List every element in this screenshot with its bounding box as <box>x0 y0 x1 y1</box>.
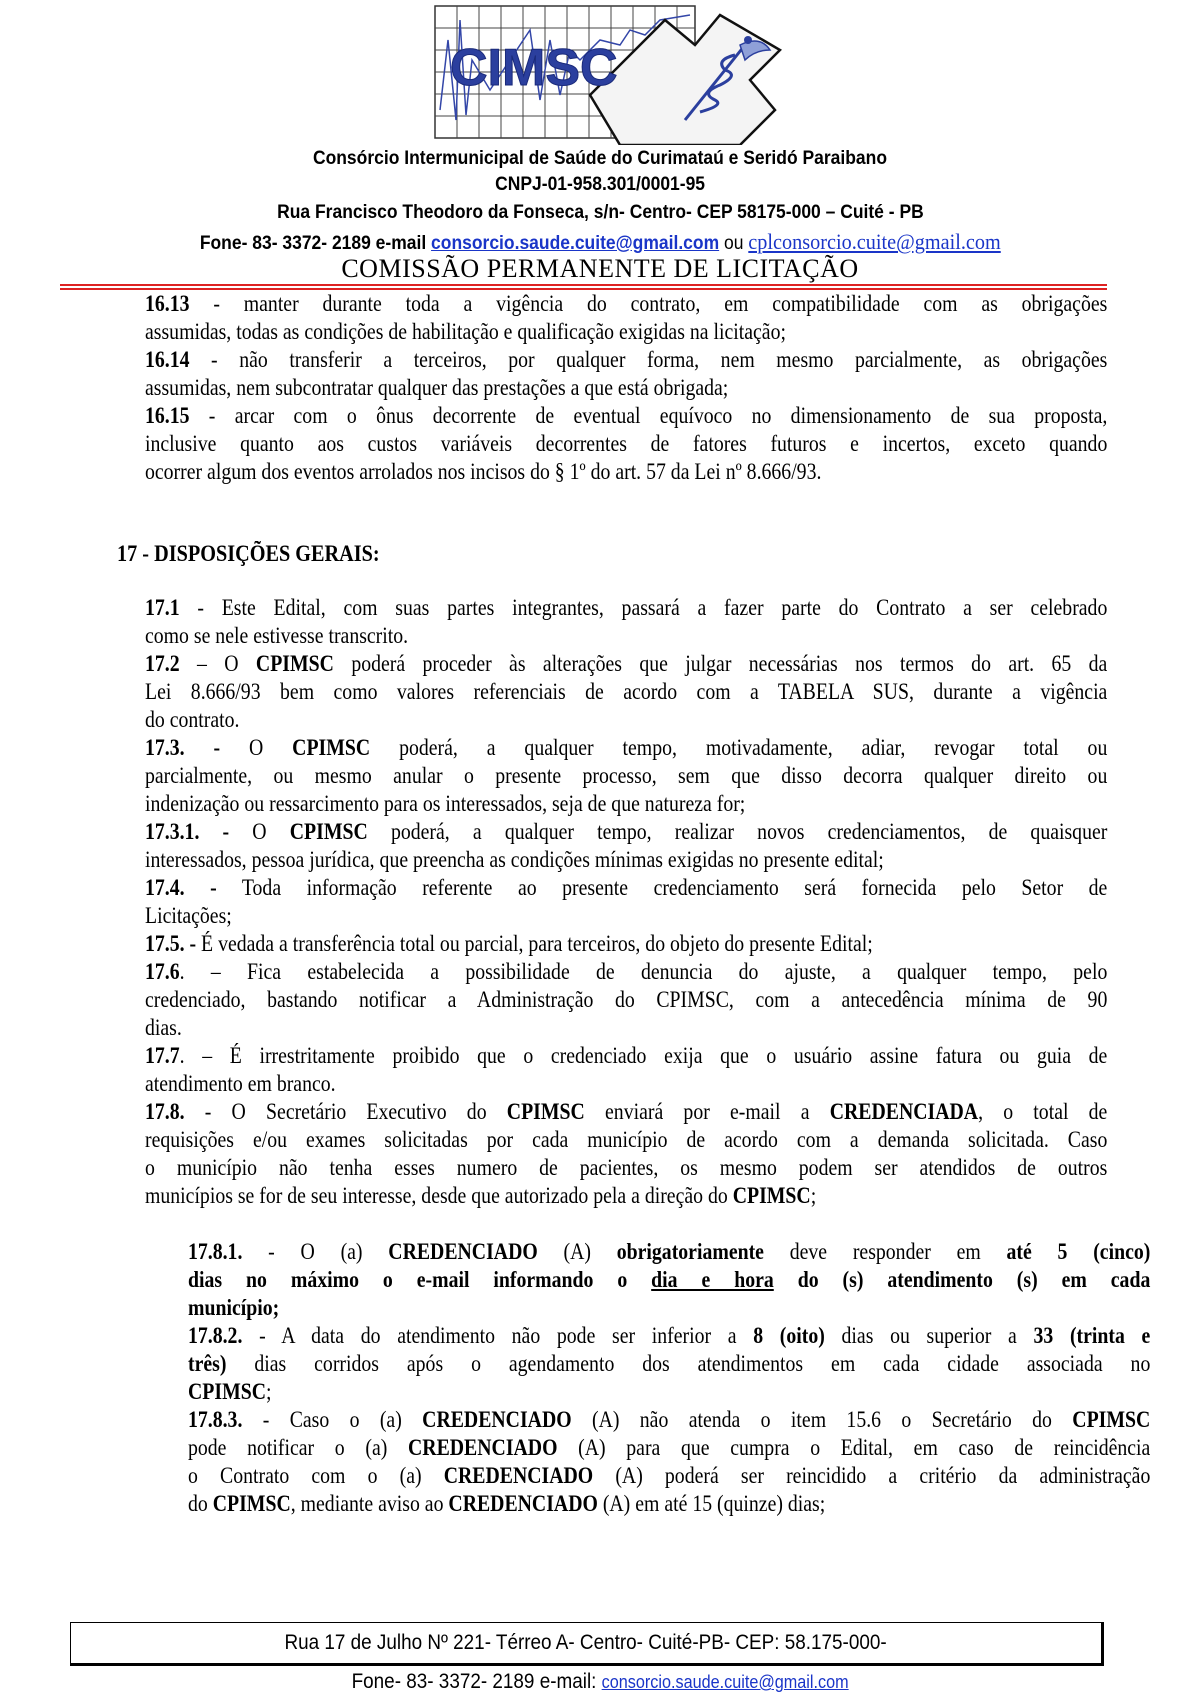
text-run: interessados, pessoa jurídica, que preencha as condições mínimas exigidas no presente edital; <box>145 847 884 872</box>
text-line <box>145 1182 1107 1210</box>
text-run: parcialmente, ou mesmo anular o presente processo, sem que disso decorra qualquer direito ou <box>145 763 1108 788</box>
text-run: - O Secretário Executivo do <box>184 1099 507 1124</box>
email-link-cpl[interactable]: cplconsorcio.cuite@gmail.com <box>748 229 1001 254</box>
footer-phone: Fone- 83- 3372- 2189 e-mail: <box>351 1670 602 1693</box>
clause-paragraph <box>145 1042 1200 1098</box>
text-line <box>145 402 1107 430</box>
clause-paragraph <box>145 958 1200 1042</box>
bold-run: CPIMSC <box>732 1183 811 1208</box>
text-line <box>188 1322 1150 1350</box>
bold-run: 16.13 <box>145 291 190 316</box>
text-run: É vedada a transferência total ou parcial, para terceiros, do objeto do presente Edital; <box>196 931 873 956</box>
text-run: Toda informação referente ao presente credenciamento será fornecida pelo Setor de <box>216 875 1108 900</box>
text-line <box>145 1070 1107 1098</box>
text-run: (A) <box>537 1239 617 1264</box>
bold-run: dias no máximo o e-mail informando o <box>188 1267 652 1292</box>
footer-contact <box>0 1668 1200 1696</box>
bold-run: CREDENCIADO <box>422 1407 572 1432</box>
text-line <box>145 846 1107 874</box>
text-line <box>188 1434 1150 1462</box>
text-line <box>145 374 1107 402</box>
bold-run: três) <box>188 1351 227 1376</box>
bold-run: 33 (trinta e <box>1033 1323 1151 1348</box>
bold-run: dia e hora <box>651 1267 774 1292</box>
bold-run: do (s) atendimento (s) em cada <box>773 1267 1151 1292</box>
text-run: (A) para que cumpra o Edital, em caso de reincidência <box>557 1435 1151 1460</box>
text-run: requisições e/ou exames solicitadas por cada município de acordo com a demanda solicitada. Caso <box>145 1127 1108 1152</box>
text-line <box>145 678 1107 706</box>
bold-run: CPIMSC <box>289 819 368 844</box>
bold-run: CREDENCIADO <box>448 1491 598 1516</box>
bold-run: CPIMSC <box>255 651 334 676</box>
bold-run: 8 (oito) <box>753 1323 825 1348</box>
text-line <box>145 318 1107 346</box>
logo-graphic <box>430 0 782 145</box>
bold-run: CPIMSC <box>506 1099 585 1124</box>
text-line <box>145 1098 1107 1126</box>
text-run: - O (a) <box>242 1239 389 1264</box>
text-run: dias. <box>145 1015 182 1040</box>
text-run: - A data do atendimento não pode ser inferior a <box>242 1323 754 1348</box>
text-line <box>145 458 1107 486</box>
text-run: , o total de <box>978 1099 1108 1124</box>
text-run: poderá proceder às alterações que julgar necessárias nos termos do art. 65 da <box>333 651 1108 676</box>
text-line <box>145 650 1107 678</box>
text-line <box>188 1490 1150 1518</box>
bold-run: obrigatoriamente <box>616 1239 764 1264</box>
bold-run: CREDENCIADO <box>388 1239 538 1264</box>
bold-run: 16.15 <box>145 403 190 428</box>
text-line <box>188 1462 1150 1490</box>
footer-address: Rua 17 de Julho Nº 221- Térreo A- Centro- Cuité-PB- CEP: 58.175-000- <box>284 1631 888 1654</box>
text-run: ; <box>266 1379 272 1404</box>
text-line <box>145 818 1107 846</box>
bold-run: 17.8.2. <box>188 1323 243 1348</box>
clause-paragraph <box>145 734 1200 818</box>
org-address <box>0 202 1200 224</box>
bold-run: município; <box>188 1295 280 1320</box>
bold-run: CREDENCIADO <box>443 1463 594 1488</box>
clause-paragraph <box>145 818 1200 874</box>
clause-paragraph <box>145 930 1200 958</box>
bold-run: 16.14 <box>145 347 190 372</box>
bold-run: 17.3. - <box>145 735 221 760</box>
clause-paragraph <box>145 650 1200 734</box>
bold-run: 17.2 <box>145 651 180 676</box>
text-run: o município não tenha esses numero de pacientes, os mesmo podem ser atendidos de outros <box>145 1155 1108 1180</box>
clauses-17-8-sub <box>188 1238 1200 1518</box>
org-contact <box>0 229 1200 255</box>
bold-run: CREDENCIADA <box>829 1099 979 1124</box>
text-line <box>145 790 1107 818</box>
text-run: pode notificar o (a) <box>188 1435 409 1460</box>
text-run: indenização ou ressarcimento para os interessados, seja de que natureza for; <box>145 791 746 816</box>
org-name-text: Consórcio Intermunicipal de Saúde do Curimataú e Seridó Paraibano <box>312 148 888 169</box>
text-run: - manter durante toda a vigência do contrato, em compatibilidade com as obrigações <box>189 291 1108 316</box>
text-line <box>145 622 1107 650</box>
footer-address-box <box>70 1622 1104 1666</box>
bold-run: 17.1 <box>145 595 180 620</box>
org-cnpj <box>0 174 1200 196</box>
org-name <box>0 148 1200 170</box>
clause-paragraph <box>188 1406 1200 1518</box>
text-line <box>145 1154 1107 1182</box>
text-line <box>188 1406 1150 1434</box>
text-line <box>145 734 1107 762</box>
text-run: (A) não atenda o item 15.6 o Secretário do <box>571 1407 1073 1432</box>
address-text: Rua Francisco Theodoro da Fonseca, s/n- Centro- CEP 58175-000 – Cuité - PB <box>276 202 924 223</box>
logo-text: CIMSC <box>450 39 618 97</box>
text-run: O <box>229 819 290 844</box>
text-run: . – É irrestritamente proibido que o credenciado exija que o usuário assine fatura ou guia de <box>179 1043 1108 1068</box>
bold-run: 17.8.3. <box>188 1407 243 1432</box>
bold-run: CPIMSC <box>188 1379 267 1404</box>
clause-paragraph <box>188 1238 1200 1322</box>
bold-run: CPIMSC <box>292 735 371 760</box>
text-line <box>145 706 1107 734</box>
clause-paragraph <box>145 402 1200 486</box>
text-run: dias corridos após o agendamento dos atendimentos em cada cidade associada no <box>226 1351 1151 1376</box>
bold-run: CPIMSC <box>1072 1407 1151 1432</box>
bold-run: CREDENCIADO <box>408 1435 558 1460</box>
text-line <box>145 1042 1107 1070</box>
text-run: (A) poderá ser reincidido a critério da administração <box>593 1463 1151 1488</box>
text-line <box>145 958 1107 986</box>
text-run: O <box>220 735 293 760</box>
bold-run: 17.7 <box>145 1043 180 1068</box>
text-run: , mediante aviso ao <box>290 1491 449 1516</box>
text-run: deve responder em <box>763 1239 1007 1264</box>
section-heading: 17 - DISPOSIÇÕES GERAIS: <box>117 541 380 566</box>
text-line <box>145 290 1107 318</box>
clause-paragraph <box>145 594 1200 650</box>
text-line <box>145 430 1107 458</box>
text-run: assumidas, nem subcontratar qualquer das prestações a que está obrigada; <box>145 375 729 400</box>
clause-paragraph <box>145 290 1200 346</box>
text-line <box>145 930 1107 958</box>
cnpj-text: CNPJ-01-958.301/0001-95 <box>495 174 705 195</box>
text-run: (A) em até 15 (quinze) dias; <box>597 1491 826 1516</box>
text-line <box>188 1238 1150 1266</box>
text-run: - arcar com o ônus decorrente de eventual equívoco no dimensionamento de sua proposta, <box>189 403 1108 428</box>
text-run: dias ou superior a <box>824 1323 1034 1348</box>
bold-run: 17.8.1. <box>188 1239 243 1264</box>
bold-run: 17.4. - <box>145 875 217 900</box>
clause-paragraph <box>145 346 1200 402</box>
text-run: credenciado, bastando notificar a Administração do CPIMSC, com a antecedência mínima de 90 <box>145 987 1108 1012</box>
text-run: inclusive quanto aos custos variáveis decorrentes de fatores futuros e incertos, exceto quando <box>145 431 1108 456</box>
bold-run: 17.8. <box>145 1099 185 1124</box>
or-text: ou <box>718 233 749 254</box>
text-run: assumidas, todas as condições de habilitação e qualificação exigidas na licitação; <box>145 319 786 344</box>
text-run: - não transferir a terceiros, por qualquer forma, nem mesmo parcialmente, as obrigações <box>189 347 1108 372</box>
bold-run: 17.6 <box>145 959 180 984</box>
text-run: atendimento em branco. <box>145 1071 336 1096</box>
cimsc-logo <box>430 0 782 145</box>
text-run: o Contrato com o (a) <box>188 1463 444 1488</box>
text-line <box>188 1266 1150 1294</box>
text-line <box>145 1014 1107 1042</box>
bold-run: CPIMSC <box>212 1491 291 1516</box>
text-run: municípios se for de seu interesse, desde que autorizado pela a direção do <box>145 1183 733 1208</box>
clause-paragraph <box>145 1098 1200 1210</box>
bold-run: até 5 (cinco) <box>1006 1239 1151 1264</box>
text-run: . – Fica estabelecida a possibilidade de denuncia do ajuste, a qualquer tempo, pelo <box>179 959 1108 984</box>
text-run: - Este Edital, com suas partes integrantes, passará a fazer parte do Contrato a ser celebrado <box>179 595 1108 620</box>
clause-paragraph <box>145 874 1200 930</box>
clauses-16 <box>145 290 1200 486</box>
footer-email-link[interactable]: consorcio.saude.cuite@gmail.com <box>601 1672 849 1692</box>
text-run: do <box>188 1491 213 1516</box>
text-run: do contrato. <box>145 707 240 732</box>
text-line <box>145 986 1107 1014</box>
clauses-17 <box>145 594 1200 1210</box>
text-run: – O <box>179 651 256 676</box>
text-run: - Caso o (a) <box>242 1407 423 1432</box>
bold-run: 17.5. - <box>145 931 197 956</box>
text-line <box>188 1350 1150 1378</box>
text-line <box>145 594 1107 622</box>
text-line <box>145 346 1107 374</box>
text-run: como se nele estivesse transcrito. <box>145 623 409 648</box>
text-line <box>188 1378 1150 1406</box>
text-line <box>145 902 1107 930</box>
text-line <box>145 762 1107 790</box>
text-run: enviará por e-mail a <box>584 1099 830 1124</box>
text-line <box>188 1294 1150 1322</box>
text-line <box>145 1126 1107 1154</box>
bold-run: 17.3.1. - <box>145 819 230 844</box>
phone-text: Fone- 83- 3372- 2189 e-mail <box>199 233 431 254</box>
text-run: ocorrer algum dos eventos arrolados nos incisos do § 1º do art. 57 da Lei nº 8.666/93. <box>145 459 822 484</box>
text-line <box>145 874 1107 902</box>
text-run: Lei 8.666/93 bem como valores referenciais de acordo com a TABELA SUS, durante a vigência <box>145 679 1108 704</box>
text-run: poderá, a qualquer tempo, realizar novos credenciamentos, de quaisquer <box>367 819 1108 844</box>
text-run: Licitações; <box>145 903 232 928</box>
commission-title: COMISSÃO PERMANENTE DE LICITAÇÃO <box>341 254 859 283</box>
text-run: ; <box>810 1183 817 1208</box>
clause-paragraph <box>188 1322 1200 1406</box>
text-run: poderá, a qualquer tempo, motivadamente, adiar, revogar total ou <box>370 735 1108 760</box>
email-link-primary[interactable]: consorcio.saude.cuite@gmail.com <box>430 233 719 254</box>
